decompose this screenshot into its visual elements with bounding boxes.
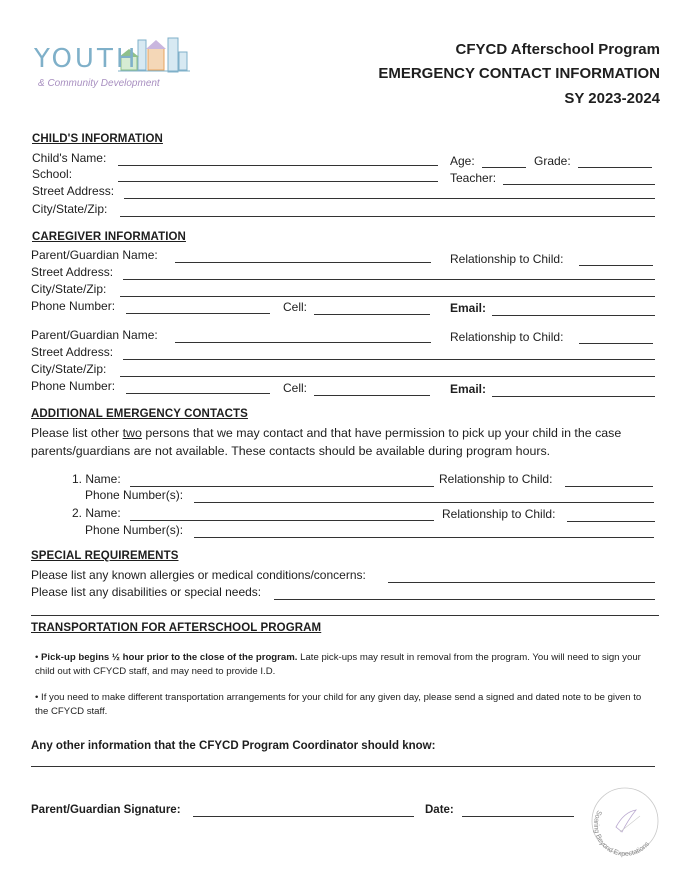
bullet-dot-2: • xyxy=(35,692,42,703)
arrangements-note: If you need to make different transportation arrangements for your child for any given day, please send a signed and dated note to be given to the CFYCD staff. xyxy=(35,692,642,717)
guardian2-name-field[interactable] xyxy=(175,342,431,343)
guardian1-email-label: Email: xyxy=(450,301,487,315)
guardian1-relationship-label: Relationship to Child: xyxy=(450,252,564,266)
guardian2-name-label: Parent/Guardian Name: xyxy=(31,328,158,342)
contact2-relationship-field[interactable] xyxy=(567,521,655,522)
guardian1-city-field[interactable] xyxy=(120,296,655,297)
contact1-relationship-field[interactable] xyxy=(565,486,653,487)
guardian2-city-label: City/State/Zip: xyxy=(31,362,107,376)
pickup-rule: Pick-up begins ½ hour prior to the close of the program. xyxy=(41,652,298,663)
guardian1-relationship-field[interactable] xyxy=(579,265,653,266)
contact2-phone-label: Phone Number(s): xyxy=(85,523,184,537)
guardian1-cell-label: Cell: xyxy=(283,300,308,314)
other-info-field[interactable] xyxy=(31,766,655,767)
additional-section-heading: ADDITIONAL EMERGENCY CONTACTS xyxy=(31,408,248,420)
additional-instructions xyxy=(31,424,651,460)
date-field[interactable] xyxy=(462,816,574,817)
guardian2-street-field[interactable] xyxy=(123,359,655,360)
other-info-label: Any other information that the CFYCD Program Coordinator should know: xyxy=(31,740,436,752)
child-city-field[interactable] xyxy=(120,216,655,217)
bullet-dot-1: • xyxy=(35,652,42,663)
caregiver-section-heading: CAREGIVER INFORMATION xyxy=(32,231,186,243)
guardian2-cell-label: Cell: xyxy=(283,381,308,395)
guardian2-relationship-field[interactable] xyxy=(579,343,653,344)
guardian2-phone-label: Phone Number: xyxy=(31,379,116,393)
guardian2-email-field[interactable] xyxy=(492,396,655,397)
child-section-heading: CHILD'S INFORMATION xyxy=(32,133,163,145)
contact1-phone-label: Phone Number(s): xyxy=(85,488,184,502)
contact1-relationship-label: Relationship to Child: xyxy=(439,472,553,486)
seal-text: Soaring Beyond Expectations xyxy=(592,809,651,858)
child-name-field[interactable] xyxy=(118,165,438,166)
age-label: Age: xyxy=(450,154,475,168)
school-field[interactable] xyxy=(118,181,438,182)
logo-tagline: & Community Development xyxy=(38,78,160,89)
teacher-label: Teacher: xyxy=(450,171,497,185)
guardian1-phone-field[interactable] xyxy=(126,313,270,314)
form-title: EMERGENCY CONTACT INFORMATION xyxy=(378,65,660,82)
guardian1-street-field[interactable] xyxy=(123,279,655,280)
contact2-phone-field[interactable] xyxy=(194,537,654,538)
contact1-phone-field[interactable] xyxy=(194,502,654,503)
transport-bullet-2 xyxy=(35,691,653,719)
special-section-heading: SPECIAL REQUIREMENTS xyxy=(31,550,179,562)
guardian2-relationship-label: Relationship to Child: xyxy=(450,330,564,344)
contact1-name-label: 1. Name: xyxy=(72,472,121,486)
contact2-relationship-label: Relationship to Child: xyxy=(442,507,556,521)
signature-label: Parent/Guardian Signature: xyxy=(31,804,181,816)
pickup-rule-details: Late pick-ups may result in removal from the program. You will need to sign your child out with CFYCD staff, and may need to provide I.D. xyxy=(35,652,641,677)
grade-field[interactable] xyxy=(578,167,652,168)
guardian1-email-field[interactable] xyxy=(492,315,655,316)
guardian2-cell-field[interactable] xyxy=(314,395,430,396)
age-field[interactable] xyxy=(482,167,526,168)
section-divider xyxy=(31,615,659,616)
child-street-field[interactable] xyxy=(124,198,655,199)
date-label: Date: xyxy=(425,804,454,816)
logo xyxy=(30,34,200,94)
contact1-name-field[interactable] xyxy=(130,486,434,487)
guardian1-name-label: Parent/Guardian Name: xyxy=(31,248,158,262)
school-year: SY 2023-2024 xyxy=(564,90,660,107)
school-label: School: xyxy=(32,167,73,181)
guardian1-cell-field[interactable] xyxy=(314,314,430,315)
transport-bullet-1 xyxy=(35,651,653,679)
instructions-rest: persons that we may contact and that have permission to pick up your child in the case parents/guardians are not available. These contacts should be available during program hours. xyxy=(31,426,622,458)
allergies-field[interactable] xyxy=(388,582,655,583)
contact2-name-label: 2. Name: xyxy=(72,506,121,520)
teacher-field[interactable] xyxy=(503,184,655,185)
guardian1-street-label: Street Address: xyxy=(31,265,114,279)
signature-field[interactable] xyxy=(193,816,414,817)
instructions-start: Please list other xyxy=(31,426,123,440)
disabilities-label: Please list any disabilities or special needs: xyxy=(31,585,262,599)
guardian2-email-label: Email: xyxy=(450,382,487,396)
grade-label: Grade: xyxy=(534,154,571,168)
guardian2-city-field[interactable] xyxy=(120,376,655,377)
seal-emblem xyxy=(586,782,664,860)
guardian2-phone-field[interactable] xyxy=(126,393,270,394)
instructions-two: two xyxy=(122,426,142,440)
guardian1-name-field[interactable] xyxy=(175,262,431,263)
contact2-name-field[interactable] xyxy=(130,520,434,521)
allergies-label: Please list any known allergies or medical conditions/concerns: xyxy=(31,568,366,582)
svg-text:Soaring Beyond Expectations xyxy=(592,809,651,858)
child-city-label: City/State/Zip: xyxy=(32,202,108,216)
guardian1-phone-label: Phone Number: xyxy=(31,299,116,313)
transport-section-heading: TRANSPORTATION FOR AFTERSCHOOL PROGRAM xyxy=(31,622,322,634)
child-name-label: Child's Name: xyxy=(32,151,107,165)
guardian2-street-label: Street Address: xyxy=(31,345,114,359)
child-street-label: Street Address: xyxy=(32,184,115,198)
guardian1-city-label: City/State/Zip: xyxy=(31,282,107,296)
logo-word: YOUTH xyxy=(34,44,139,74)
program-title: CFYCD Afterschool Program xyxy=(455,41,660,58)
disabilities-field[interactable] xyxy=(274,599,655,600)
seal-graphic xyxy=(586,782,664,860)
